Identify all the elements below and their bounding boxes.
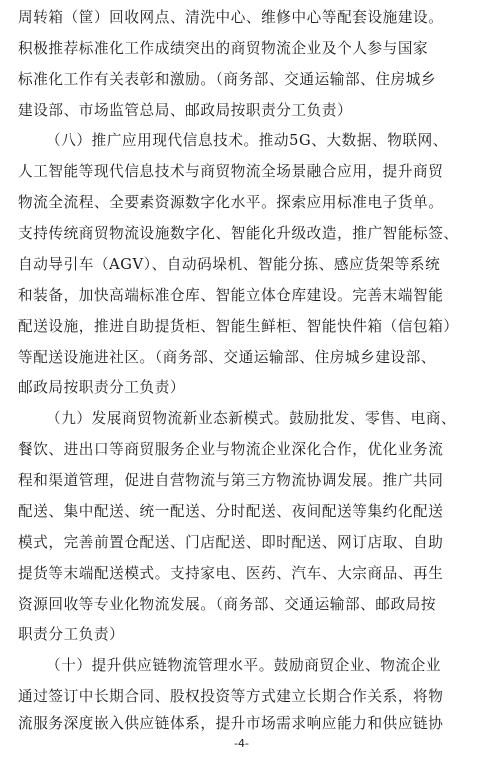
section-heading-10: （十）提升供应链物流管理水平。鼓励商贸企业、物流企业 — [46, 657, 442, 674]
text-line: 物流全流程、全要素资源数字化水平。探索应用标准电子货单。 — [18, 194, 444, 211]
text-line: 配送、集中配送、统一配送、分时配送、夜间配送等集约化配送 — [18, 503, 444, 520]
text-line: 提货等末端配送模式。支持家电、医药、汽车、大宗商品、再生 — [18, 565, 444, 582]
text-line: 通过签订中长期合同、股权投资等方式建立长期合作关系，将物 — [18, 688, 444, 705]
section-heading-9: （九）发展商贸物流新业态新模式。鼓励批发、零售、电商、 — [46, 410, 457, 427]
page-number: -4- — [234, 737, 249, 750]
text-line: 模式，完善前置仓配送、门店配送、即时配送、网订店取、自助 — [18, 534, 444, 551]
text-line: 餐饮、进出口等商贸服务企业与物流企业深化合作，优化业务流 — [18, 441, 444, 458]
text-line: 职责分工负责） — [18, 626, 125, 643]
text-line: 和装备，加快高端标准仓库、智能立体仓库建设。完善末端智能 — [18, 287, 444, 304]
section-heading-8: （八）推广应用现代信息技术。推动5G、大数据、物联网、 — [46, 132, 448, 149]
text-line: 周转箱（筐）回收网点、清洗中心、维修中心等配套设施建设。 — [18, 9, 444, 26]
text-line: 配送设施，推进自助提货柜、智能生鲜柜、智能快件箱（信包箱） — [18, 318, 459, 335]
text-line: 邮政局按职责分工负责） — [18, 379, 186, 396]
text-line: 程和渠道管理，促进自营物流与第三方物流协调发展。推广共同 — [18, 472, 444, 489]
text-line: 人工智能等现代信息技术与商贸物流全场景融合应用，提升商贸 — [18, 163, 444, 180]
text-line: 流服务深度嵌入供应链体系，提升市场需求响应能力和供应链协 — [18, 715, 444, 732]
text-line: 支持传统商贸物流设施数字化、智能化升级改造，推广智能标签、 — [18, 225, 459, 242]
text-line: 建设部、市场监管总局、邮政局按职责分工负责） — [18, 102, 353, 119]
text-line: 积极推荐标准化工作成绩突出的商贸物流企业及个人参与国家 — [18, 40, 429, 57]
text-line: 自动导引车（AGV）、自动码垛机、智能分拣、感应货架等系统 — [18, 256, 441, 273]
text-line: 等配送设施进社区。（商务部、交通运输部、住房城乡建设部、 — [18, 349, 437, 366]
text-line: 资源回收等专业化物流发展。（商务部、交通运输部、邮政局按 — [18, 596, 437, 613]
text-line: 标准化工作有关表彰和激励。（商务部、交通运输部、住房城乡 — [18, 71, 437, 88]
